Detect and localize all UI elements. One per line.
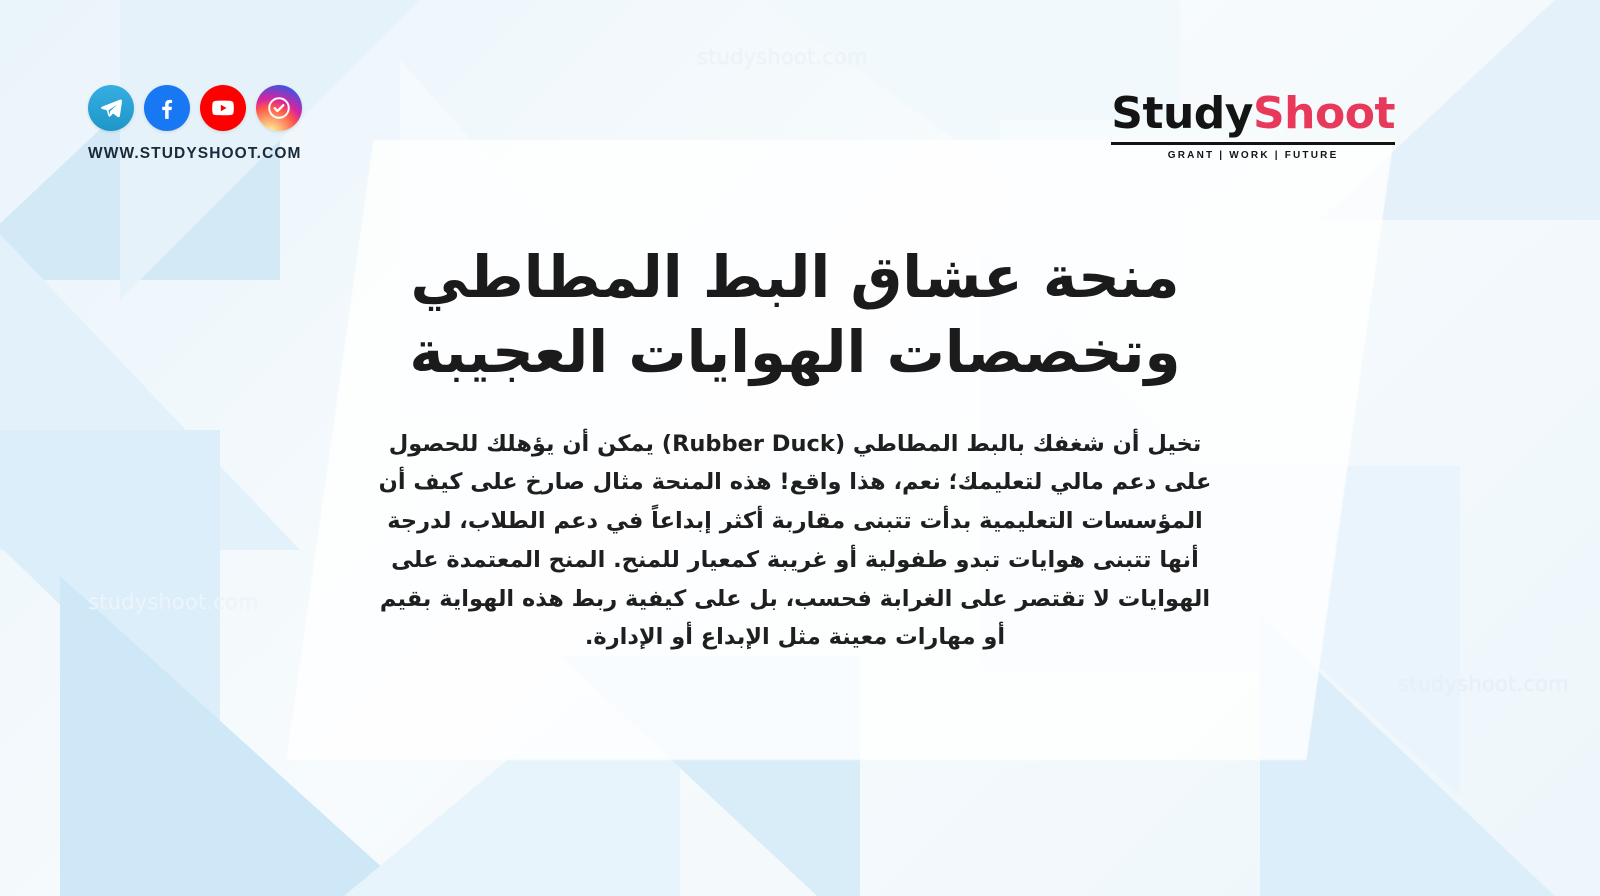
brand-logo <box>1111 88 1395 161</box>
watermark-top: studyshoot.com <box>697 45 868 69</box>
telegram-icon[interactable] <box>88 85 134 131</box>
social-links <box>88 85 302 131</box>
website-url[interactable]: WWW.STUDYSHOOT.COM <box>88 145 302 162</box>
main-content <box>375 240 1215 657</box>
brand-divider <box>1111 142 1395 145</box>
instagram-icon[interactable] <box>256 85 302 131</box>
brand-name-part2: Shoot <box>1252 88 1395 139</box>
page-title: منحة عشاق البط المطاطي وتخصصات الهوايات العجيبة <box>409 243 1181 387</box>
brand-tagline: GRANT | WORK | FUTURE <box>1167 150 1339 161</box>
watermark-left: studyshoot.com <box>88 590 259 614</box>
body-paragraph: تخيل أن شغفك بالبط المطاطي (Rubber Duck) يمكن أن يؤهلك للحصول على دعم مالي لتعليمك؛ نعم، هذا واقع! هذه المنحة مثال صارخ على كيف أن المؤسسات التعليمية بدأت تتبنى مقاربة أكثر إبداعاً في دعم الطلاب، لدرجة أنها تتبنى هوايات تبدو طفولية أو غريبة كمعيار للمنح. المنح المعتمدة على الهوايات لا تقتصر على الغرابة فحسب، بل على كيفية ربط هذه الهواية بقيم أو مهارات معينة مثل الإبداع أو الإدارة. <box>378 430 1212 651</box>
brand-name-part1: Study <box>1111 88 1253 139</box>
brand-name <box>1111 88 1395 139</box>
youtube-icon[interactable] <box>200 85 246 131</box>
watermark-right: studyshoot.com <box>1398 672 1569 696</box>
facebook-icon[interactable] <box>144 85 190 131</box>
